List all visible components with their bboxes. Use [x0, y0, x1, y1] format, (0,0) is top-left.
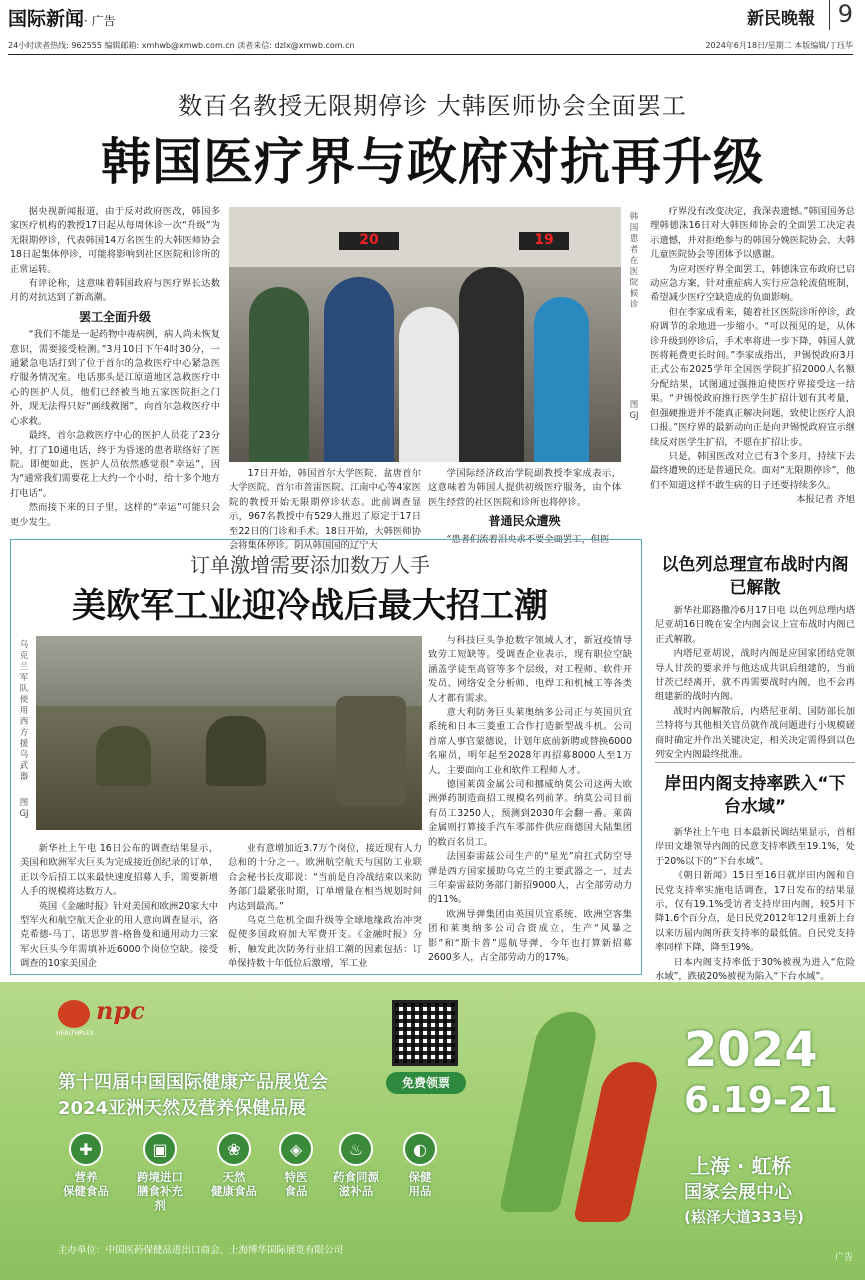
lead-column-1: 据央视新闻报道，由于反对政府医改，韩国多家医疗机构的教授17日起从每周休诊一次“升级”为无限期停诊，代表韩国14万名医生的大韩医师协会18日起集体停诊，可能将影响到社区医院和诊所的正常运转。 有评论称，这意味着韩国政府与医疗界长达数月的对抗达到了新高潮。 罢工全面升级 “我们不能是一起药物中毒病例，病人尚未恢复意识，需要接受检测。”3月10日下午4时30分，一通紧急电话打到了位于首尔的急救医疗中心紧急医疗服务情况室。电话那头是江原道地区急救医疗中心的医护人员，他们已经被当地五家医院拒之门外，现无法得只好“画线救图”，向首尔急救医疗中心求救。 最终，首尔急救医疗中心的医护人员花了23分钟，打了10通电话，终于为昏迷的患者联络好了医院。即便如此，医护人员依然感觉很“幸运”，因为“通常我们需要花上大约一个小时，给十多个地方打电话”。 然而接下来的日子里，这样的“幸运”可能只会更少发生。 — [10, 206, 220, 528]
date-editor-line: 2024年6月18日/星期二 本版编辑/丁珏华 — [705, 41, 853, 50]
expo-title-2: 2024亚洲天然及营养保健品展 — [58, 1098, 307, 1119]
lead-kicker: 数百名教授无限期停诊 大韩医师协会全面罢工 — [178, 92, 687, 120]
expo-venue: 国家会展中心 — [684, 1182, 792, 1203]
second-photo-credit: 图 GJ — [19, 798, 29, 819]
products-icon: ◐ — [403, 1132, 437, 1166]
npc-logo: npc — [96, 996, 145, 1025]
free-ticket-button[interactable]: 免费领票 — [386, 1072, 466, 1094]
subhead-strike: 罢工全面升级 — [78, 309, 151, 324]
lead-column-2: 17日开始，韩国首尔大学医院、盆唐首尔大学医院、首尔市普雷医院、江南中心等4家医院的教授开始无限期停诊状态。此前调查显示，967名教授中有529人推迟了原定于17日至22日的门诊和手术。18日开始，大韩医师协会将集体停诊。阴从韩国国的辽宁大 — [229, 468, 421, 552]
tonic-icon: ♨ — [339, 1132, 373, 1166]
subhead-public: 普通民众遭殃 — [488, 514, 561, 529]
import-icon: ▣ — [143, 1132, 177, 1166]
nutrition-icon: ✚ — [69, 1132, 103, 1166]
lead-photo-credit: 图 GJ — [629, 400, 639, 421]
expo-ad-banner[interactable] — [0, 982, 865, 1280]
expo-title-1: 第十四届中国国际健康产品展览会 — [58, 1072, 328, 1093]
category-tonic[interactable]: ♨ 药食同源 滋补品 — [328, 1132, 384, 1198]
soldiers-photo — [36, 636, 422, 830]
expo-logo-icon — [58, 1000, 90, 1028]
lead-photo — [229, 207, 621, 462]
newspaper-brand: 新民晚報 — [747, 9, 815, 29]
expo-dates: 6.19-21 — [684, 1080, 838, 1121]
lead-column-3: 学国际经济政治学院副教授李家成表示，这意味着为韩国人提供初级医疗服务，由个体医生经营的社区医院和诊所也将停诊。 普通民众遭殃 “患者们流着泪央求不要全面罢工，但医 — [428, 468, 621, 545]
info-bar — [8, 40, 853, 55]
counter-display-20: 20 — [339, 232, 399, 250]
second-headline: 美欧军工业迎冷战后最大招工潮 — [72, 586, 548, 626]
contact-line: 24小时读者热线: 962555 编辑邮箱: xmhwb@xmwb.com.cn 读者来信: dzlx@xmwb.com.cn — [8, 41, 355, 50]
second-kicker: 订单激增需要添加数万人手 — [190, 553, 430, 577]
qr-code[interactable] — [392, 1000, 458, 1066]
lead-photo-caption: 韩国患者在医院候诊 — [629, 212, 639, 310]
expo-city: 上海 · 虹桥 — [690, 1154, 792, 1178]
israel-headline: 以色列总理宣布战时内阁已解散 — [661, 555, 849, 598]
category-natural[interactable]: ❀ 天然 健康食品 — [206, 1132, 262, 1198]
lead-column-4: 疗界没有改变决定，我深表遗憾。”韩国国务总理韩德洙16日对大韩医师协会的全面罢工决定表示遗憾，并对拒绝参与的韩国分娩医院协会、大韩儿童医院协会等团体予以感谢。 为应对医疗界全面罢工，韩德洙宣布政府已启动应急方案，针对重症病人实行应急轮流值班制，希望减少医疗空缺造成的负面影响。 但在李家成看来，随着社区医院诊所停诊，政府调节的余地进一步缩小。“可以预见的是，从休诊升级到停诊后，手术率将进一步下降，韩国人就医将耗费更长时间。”李家成指出，尹锡悦政府3月正式公布2025学年全国医学院扩招2000人名额分配结果，试图通过强推迫使医疗界接受这一结果。“尹锡悦政府推行医学生扩招计划有其考量，但强硬推进并不能真正解决问题，致使让医疗人浪口报。”医疗界的最新动向正是向尹锡悦政府宣示继续反对医学生扩招，不愿在扩招让步。 只是，韩国医改对立已有3个多月，持续下去最终遭殃的还是普通民众。面对“无限期停诊”，他们不知道这样不敢生病的日子还要持续多久。 本报记者 齐旭 — [650, 205, 855, 535]
section-title: 国际新闻· 广告 — [8, 8, 116, 30]
medical-food-icon: ◈ — [279, 1132, 313, 1166]
page-number: 9 — [829, 0, 853, 30]
counter-display-19: 19 — [519, 232, 569, 250]
second-column-2: 业有意增加近3.7万个岗位，接近现有人力总和的十分之一。欧洲航空航天与国防工业联合会秘书长皮耶说：“当前是自冷战结束以来防务部门最紧张时期，订单增量在相当规划时间内达到最高。” 乌克兰危机全面升级等全球地缘政治冲突促使多国政府加大军费开支。《金融时报》分析，触发此次防务行业招工潮的因素包括：订单保持数十年低位后激增，军工业 — [228, 843, 422, 970]
ad-tag: 广告 — [834, 1253, 853, 1263]
second-column-right: 与科技巨头争抢数字领域人才，新冠疫情导致劳工短缺等。受调查企业表示，现有职位空缺涵盖学徒至高管等多个层级，对工程师、软件开发员、网络安全分析师、电焊工和机械工等各类人才都有需求。 意大利防务巨头莱奥纳多公司正与英国贝宜系统和日本三菱重工合作打造新型战斗机。公司首席人事官蒙德说，计划年底前新聘或替换6000名雇员，明年起至2028年再招募8000人至1万人，主要面向工业和软件工程师人才。 德国莱茵金属公司和挪威纳莫公司这两大欧洲弹药制造商招工规模名列前茅。纳莫公司目前有员工3250人，预测到2030年会翻一番。莱茵金属则打算接手汽车零部件供应商德国大陆集团的数百名员工。 法国泰雷兹公司生产的“星光”肩扛式防空导弹是西方国家援助乌克兰的主要武器之一，过去三年泰雷兹防务部门新招9000人，占全部劳动力的11%。 欧洲导弹集团由英国贝宜系统、欧洲空客集团和莱奥纳多公司合资成立，生产“风暴之影”和“斯卡普”巡航导弹，今年也打算新招募2600多人，占全部劳动力的17%。 — [428, 635, 632, 963]
israel-story: 新华社耶路撒冷6月17日电 以色列总理内塔尼亚胡16日晚在安全内阁会议上宣布战时内阁已正式解散。 内塔尼亚胡说，战时内阁是应国家团结党领导人甘茨的要求并与他达成共识后组建的，当前甘茨已经离开，就不再需要战时内阁，也不会再组建新的战时内阁。 战时内阁解散后，内塔尼亚胡、国防部长加兰特将与其他相关官员就作战问题进行小规模磋商时确定并作出关键决定，相关决定需得到以色列安全内阁最终批准。 — [655, 605, 855, 761]
category-products[interactable]: ◐ 保健 用品 — [392, 1132, 448, 1198]
category-nutrition[interactable]: ✚ 营养 保健食品 — [58, 1132, 114, 1198]
expo-year: 2024 — [684, 1022, 818, 1078]
organizer-line: 主办单位：中国医药保健品进出口商会、上海博华国际展览有限公司 — [58, 1245, 344, 1256]
category-medical[interactable]: ◈ 特医 食品 — [268, 1132, 324, 1198]
second-photo-caption: 乌克兰军队使用西方援乌武器 — [19, 640, 29, 782]
expo-address: (崧泽大道333号) — [684, 1208, 805, 1226]
lead-author: 本报记者 齐旭 — [796, 494, 855, 506]
kishida-story: 新华社上午电 日本最新民调结果显示，首相岸田文雄领导内阁的民意支持率跌至19.1%，处于20%以下的“下台水域”。 《朝日新闻》15日至16日就岸田内阁和自民党支持率实施电话调查，17日发布的结果显示，仅有19.1%受访者支持岸田内阁，较5月下降1.6个百分点，是日民党2012年12月重新上台以来历届内阁所获支持率的最低值。自民党支持率同样下降，降至19%。 日本内阁支持率低于30%被视为进入“危险水域”，跌破20%被视为陷入“下台水域”。 — [655, 827, 855, 983]
second-column-1: 新华社上午电 16日公布的调查结果显示，美国和欧洲军火巨头为完成接近创纪录的订单，正以今后招工以来最快速度招募人手，需要新增人手的规模将达数万人。 英国《金融时报》针对美国和欧洲20家大中型军火和航空航天企业的用人意向调查显示，洛克希德-马丁、诺思罗普-格鲁曼和通用动力三家军火巨头今年需填补近6000个岗位空缺。接受调查的10家美国企 — [20, 843, 218, 970]
sidebar-divider — [655, 762, 855, 763]
natural-icon: ❀ — [217, 1132, 251, 1166]
logo-sub: HEALTHPLEX — [56, 1030, 94, 1037]
lead-headline: 韩国医疗界与政府对抗再升级 — [101, 133, 764, 191]
runner-figure-2 — [573, 1062, 662, 1222]
kishida-headline: 岸田内阁支持率跌入“下台水域” — [664, 774, 846, 817]
category-import[interactable]: ▣ 跨境进口 膳食补充剂 — [132, 1132, 188, 1212]
